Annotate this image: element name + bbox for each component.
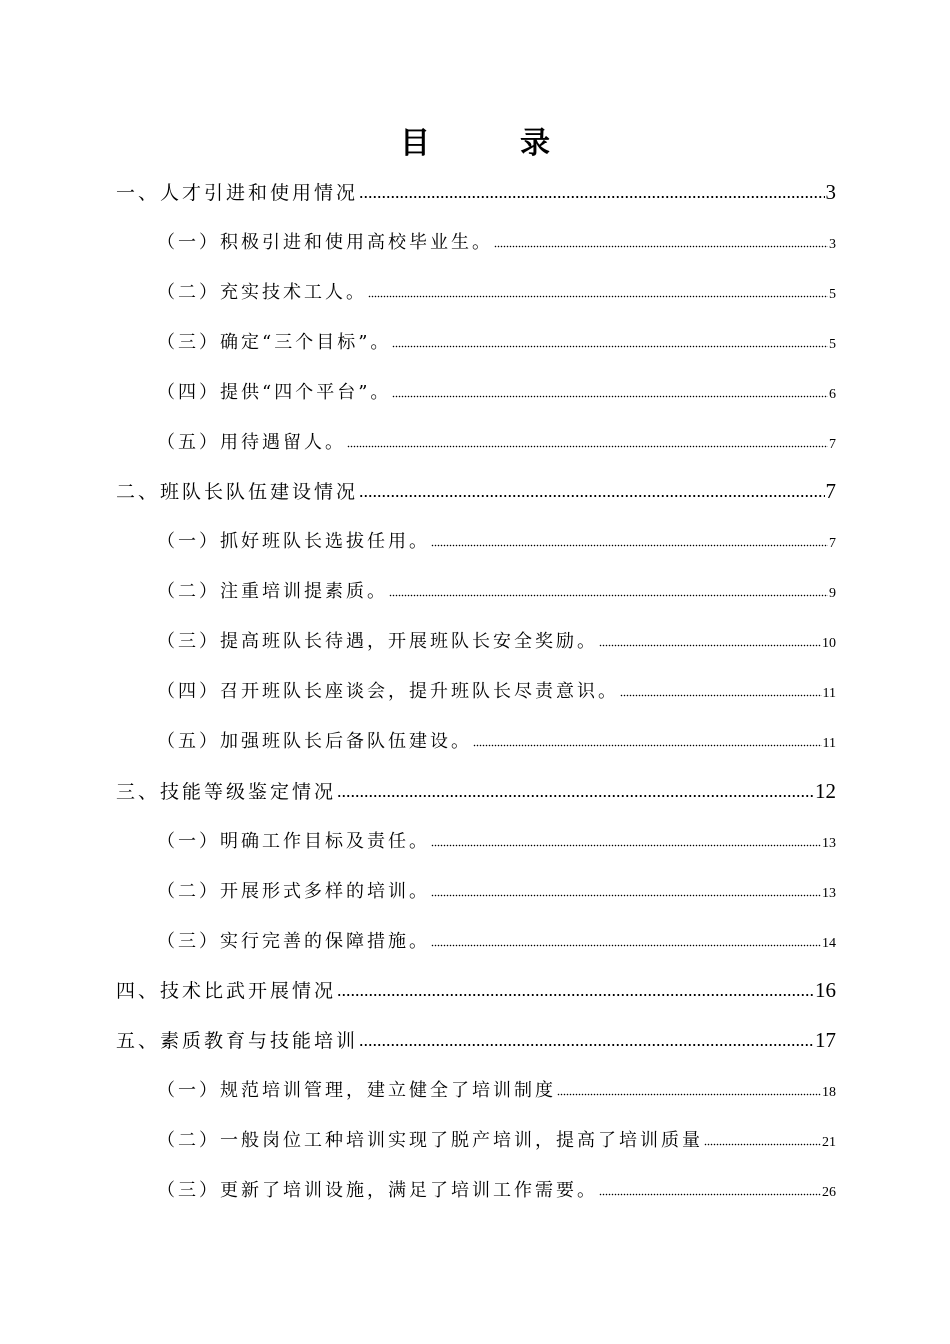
toc-entry-chapter[interactable] bbox=[116, 477, 836, 517]
toc-dot-leader bbox=[359, 195, 824, 199]
toc-entry-section[interactable] bbox=[157, 577, 836, 617]
toc-page-number: 11 bbox=[822, 686, 836, 701]
toc-page-number: 13 bbox=[822, 885, 836, 901]
toc-page-number: 3 bbox=[825, 180, 836, 204]
toc-entry-text: （二）开展形式多样的培训。 bbox=[157, 880, 430, 902]
toc-dot-leader bbox=[359, 494, 824, 498]
toc-dot-leader bbox=[431, 544, 828, 547]
toc-dot-leader bbox=[389, 594, 828, 597]
toc-page-number: 14 bbox=[822, 935, 836, 951]
toc-entry-text: （一）积极引进和使用高校毕业生。 bbox=[157, 231, 493, 253]
toc-page-number: 5 bbox=[829, 286, 836, 302]
toc-entry-text: （一）明确工作目标及责任。 bbox=[157, 830, 430, 852]
toc-page-number: 6 bbox=[829, 386, 836, 402]
toc-entry-section[interactable] bbox=[157, 527, 836, 567]
toc-page-number: 16 bbox=[815, 978, 836, 1003]
toc-entry-text: （三）确定“三个目标”。 bbox=[157, 331, 392, 353]
toc-dot-leader bbox=[431, 844, 821, 847]
toc-page-number: 26 bbox=[822, 1185, 836, 1200]
toc-entry-section[interactable] bbox=[157, 727, 836, 767]
toc-page-number: 7 bbox=[825, 479, 836, 504]
toc-entry-section[interactable] bbox=[157, 1176, 836, 1216]
toc-entry-text: 四、技术比武开展情况 bbox=[116, 980, 337, 1003]
toc-dot-leader bbox=[337, 794, 814, 798]
toc-entry-text: 一、人才引进和使用情况 bbox=[116, 182, 359, 204]
toc-page-number: 9 bbox=[829, 586, 836, 602]
toc-dot-leader bbox=[599, 644, 821, 647]
toc-dot-leader bbox=[599, 1193, 821, 1196]
toc-page-number: 10 bbox=[822, 636, 836, 652]
toc-entry-text: （三）实行完善的保障措施。 bbox=[157, 930, 430, 952]
toc-entry-section[interactable] bbox=[157, 1126, 836, 1166]
toc-entry-text: （五）加强班队长后备队伍建设。 bbox=[157, 730, 472, 752]
toc-dot-leader bbox=[392, 395, 828, 398]
toc-entry-text: （三）提高班队长待遇，开展班队长安全奖励。 bbox=[157, 631, 598, 653]
toc-dot-leader bbox=[359, 1043, 814, 1047]
toc-page-number: 7 bbox=[829, 436, 836, 452]
toc-dot-leader bbox=[557, 1093, 821, 1096]
toc-entry-text: 五、素质教育与技能培训 bbox=[116, 1030, 359, 1053]
toc-entry-text: 三、技能等级鉴定情况 bbox=[116, 780, 337, 803]
toc-page-number: 13 bbox=[822, 835, 836, 851]
toc-dot-leader bbox=[620, 694, 822, 697]
toc-entry-text: 二、班队长队伍建设情况 bbox=[116, 481, 359, 504]
toc-entry-section[interactable] bbox=[157, 877, 836, 917]
toc-page-number: 12 bbox=[815, 778, 836, 803]
toc-entry-text: （五）用待遇留人。 bbox=[157, 431, 346, 453]
toc-entry-text: （一）抓好班队长选拔任用。 bbox=[157, 531, 430, 553]
toc-entry-text: （一）规范培训管理，建立健全了培训制度 bbox=[157, 1080, 556, 1102]
toc-entry-section[interactable] bbox=[157, 927, 836, 967]
toc-page-number: 18 bbox=[822, 1085, 836, 1101]
toc-dot-leader bbox=[473, 744, 822, 747]
toc-dot-leader bbox=[337, 993, 814, 997]
toc-entry-section[interactable] bbox=[157, 627, 836, 667]
toc-entry-chapter[interactable] bbox=[116, 1026, 836, 1066]
toc-entry-chapter[interactable] bbox=[116, 178, 836, 218]
toc-entry-text: （二）注重培训提素质。 bbox=[157, 581, 388, 603]
toc-entry-section[interactable] bbox=[157, 228, 836, 268]
toc-entry-chapter[interactable] bbox=[116, 976, 836, 1016]
toc-dot-leader bbox=[494, 245, 828, 248]
toc-entry-section[interactable] bbox=[157, 428, 836, 468]
toc-entry-text: （二）一般岗位工种培训实现了脱产培训，提高了培训质量 bbox=[157, 1130, 703, 1152]
toc-page-number: 11 bbox=[822, 735, 836, 751]
toc-entry-chapter[interactable] bbox=[116, 777, 836, 817]
toc-page-number: 3 bbox=[829, 236, 836, 252]
toc-dot-leader bbox=[368, 295, 828, 298]
toc-entry-section[interactable] bbox=[157, 677, 836, 717]
toc-dot-leader bbox=[431, 944, 821, 947]
toc-page-number: 21 bbox=[822, 1135, 836, 1151]
toc-entry-section[interactable] bbox=[157, 378, 836, 418]
toc-entry-section[interactable] bbox=[157, 827, 836, 867]
toc-dot-leader bbox=[431, 894, 821, 897]
toc-entry-section[interactable] bbox=[157, 328, 836, 368]
toc-page-number: 17 bbox=[815, 1028, 836, 1053]
toc-entry-section[interactable] bbox=[157, 1076, 836, 1116]
toc-page-number: 7 bbox=[829, 536, 836, 552]
toc-dot-leader bbox=[704, 1143, 821, 1146]
toc-entry-text: （三）更新了培训设施，满足了培训工作需要。 bbox=[157, 1180, 598, 1201]
toc-entry-section[interactable] bbox=[157, 278, 836, 318]
toc-entry-text: （四）召开班队长座谈会，提升班队长尽责意识。 bbox=[157, 681, 619, 702]
toc-title: 目 录 bbox=[400, 126, 580, 161]
toc-dot-leader bbox=[392, 345, 828, 348]
toc-dot-leader bbox=[347, 445, 828, 448]
toc-entry-text: （四）提供“四个平台”。 bbox=[157, 381, 392, 403]
toc-page-number: 5 bbox=[829, 336, 836, 352]
toc-entry-text: （二）充实技术工人。 bbox=[157, 281, 367, 303]
